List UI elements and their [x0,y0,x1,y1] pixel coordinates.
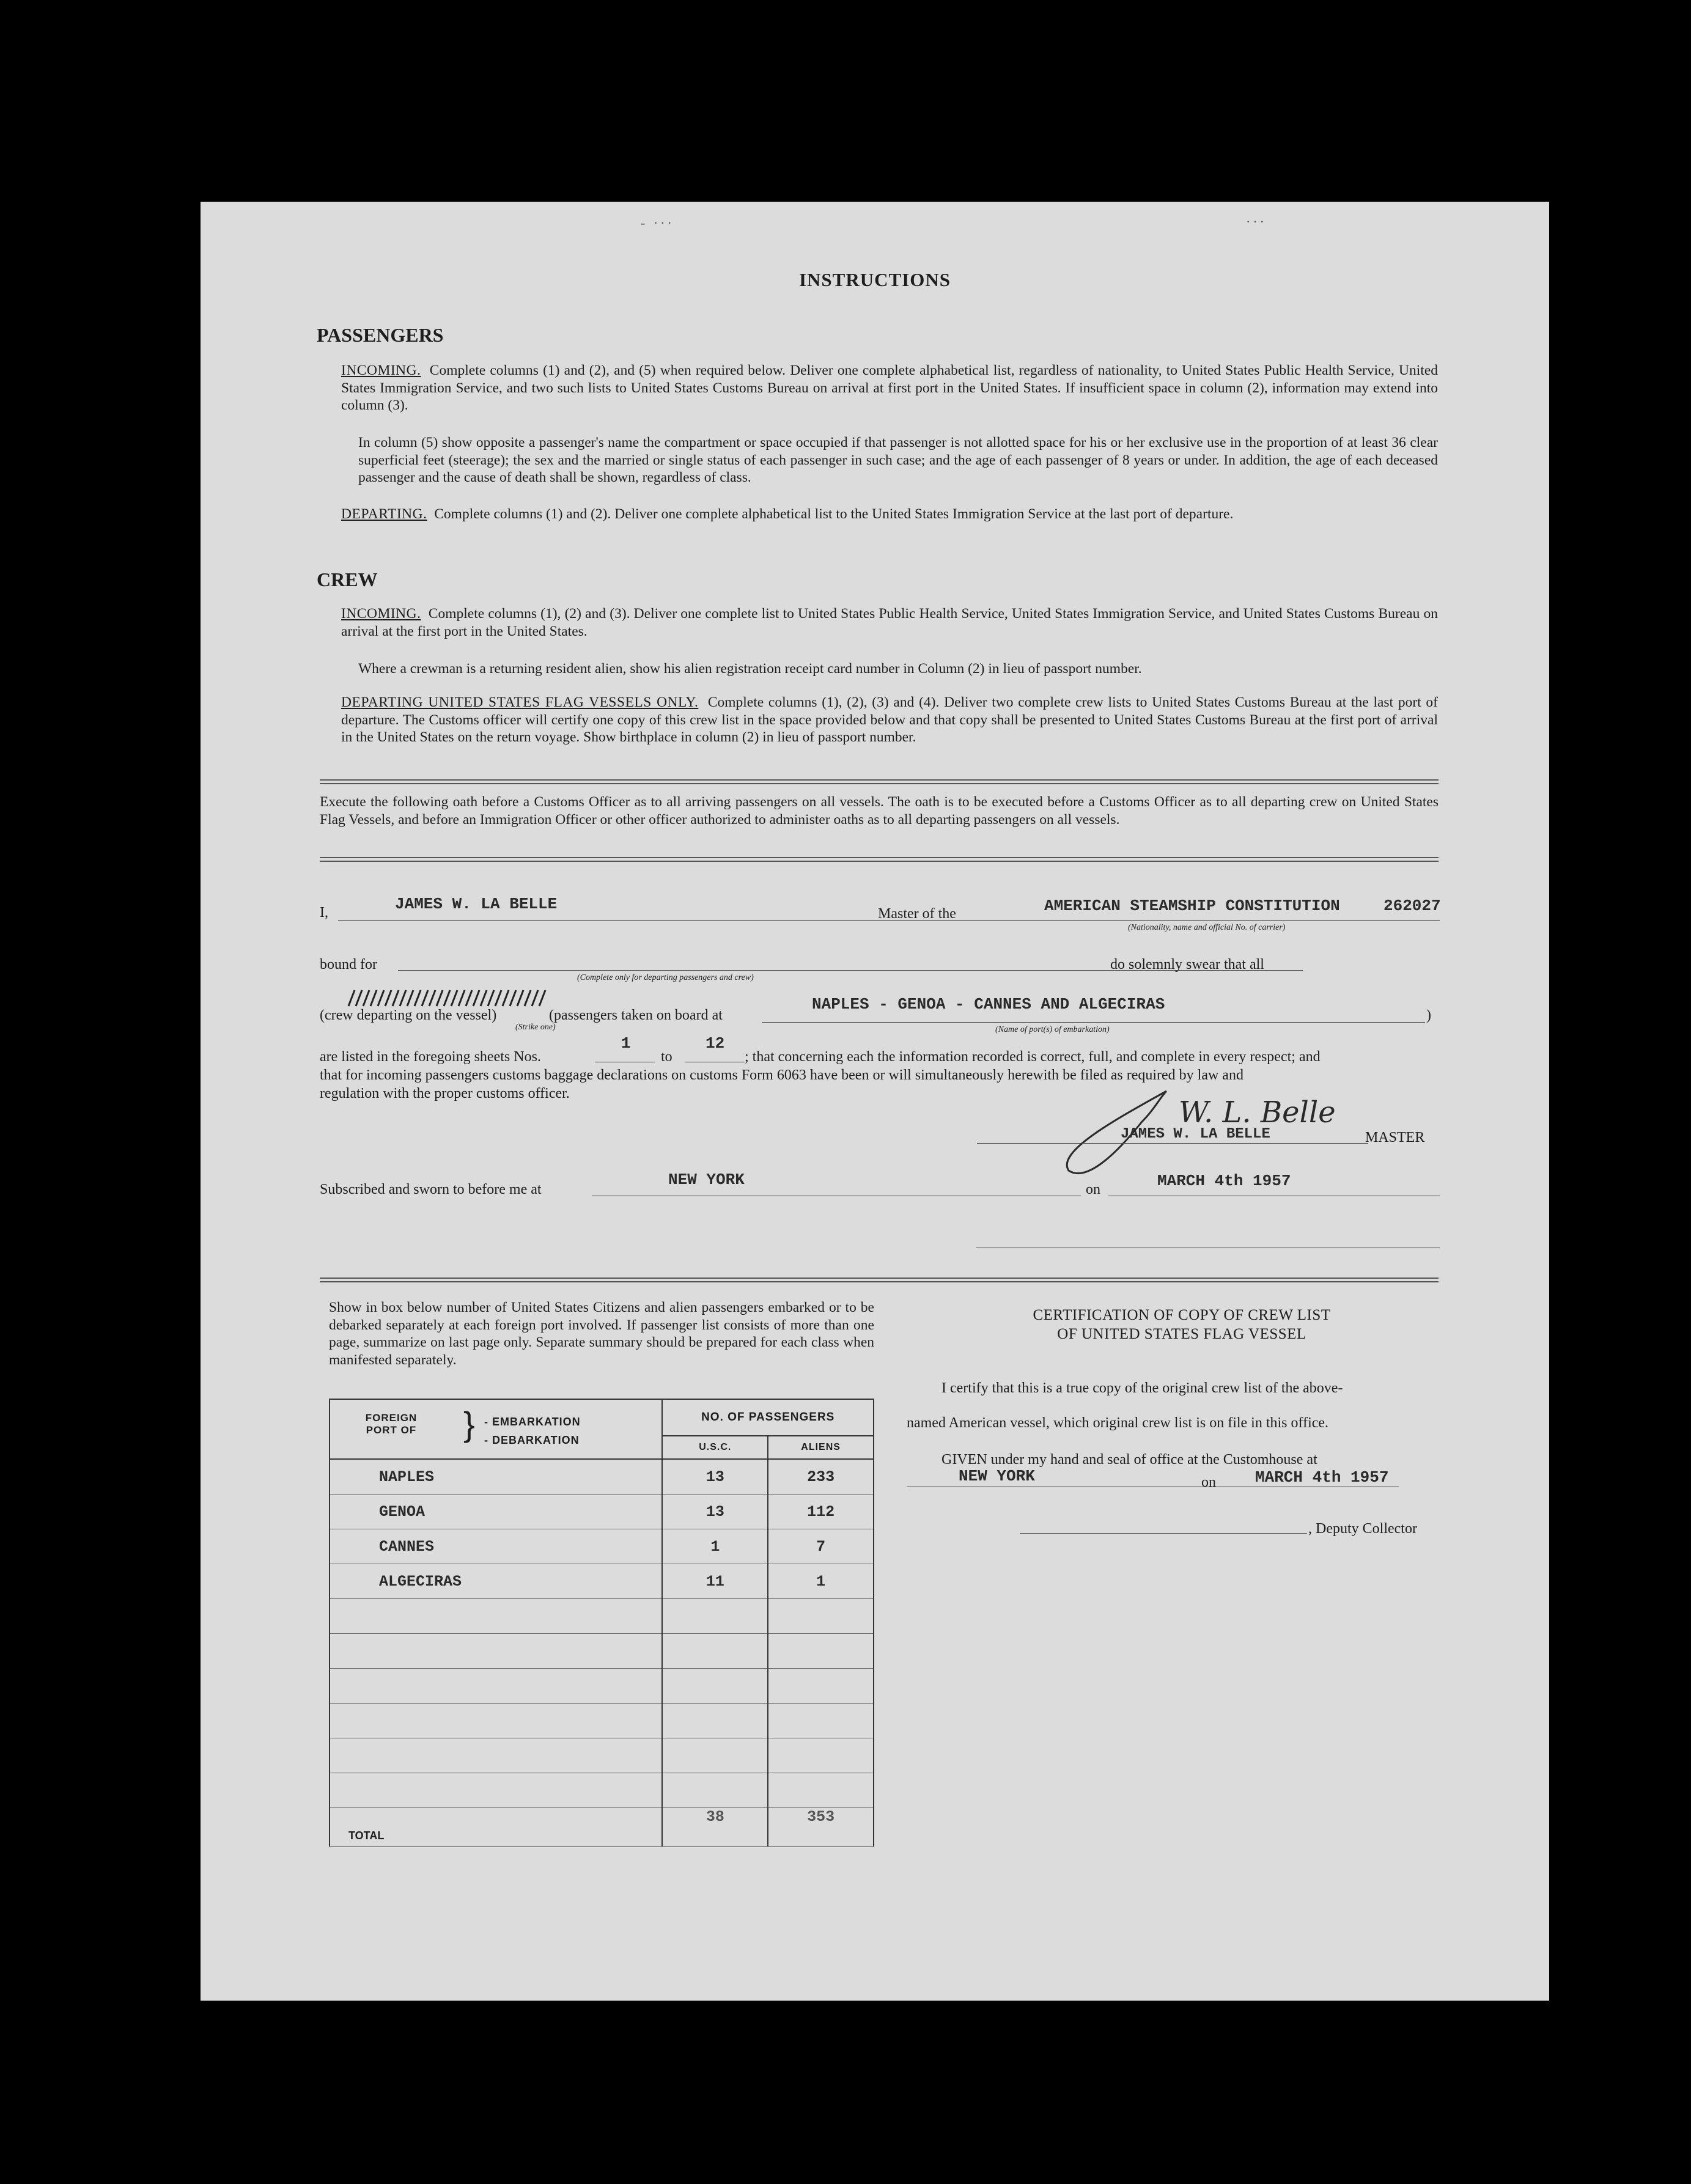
swear-text: do solemnly swear that all [1110,957,1264,973]
ports-caption: (Name of port(s) of embarkation) [995,1025,1110,1034]
departing-text: Complete columns (1) and (2). Deliver one complete alphabetical list to the United States Immigration Service at the last port of departure. [434,506,1234,522]
passenger-summary-table [329,1399,874,1847]
strike-out-hatching [346,989,551,1007]
certification-title-line-1: CERTIFICATION OF COPY OF CREW LIST [1033,1307,1331,1323]
scan-mark: ‐ ··· [641,215,674,230]
table-row [330,1634,874,1669]
total-aliens: 353 [768,1808,874,1847]
port-cell: GENOA [330,1495,662,1529]
table-row [330,1704,874,1738]
oath-intro-paragraph: Execute the following oath before a Customs Officer as to all arriving passengers on all vessels. The oath is to be executed before a Customs Officer as to all departing crew on United States Flag Vessels, and before an Immigration Officer or other officer authorized to administer oaths as to all departing passengers on all vessels. [320,794,1439,828]
resident-alien-paragraph: Where a crewman is a returning resident alien, show his alien registration receipt card number in Column (2) in lieu of passport number. [358,661,1142,677]
aliens-header: ALIENS [768,1436,874,1459]
listed-post: ; that concerning each the information recorded is correct, full, and complete in every respect; and [745,1049,1321,1065]
to-label: to [661,1049,672,1065]
table-row [330,1495,874,1529]
certify-line-3: GIVEN under my hand and seal of office at the Customhouse at [941,1452,1317,1468]
debarkation-label: - DEBARKATION [484,1434,580,1446]
master-signature: W. L. Belle [1179,1095,1336,1130]
deputy-line [1020,1533,1307,1534]
table-row [330,1599,874,1634]
certify-line-2: named American vessel, which original crew list is on file in this office. [907,1415,1329,1431]
usc-header: U.S.C. [662,1436,768,1459]
table-row [330,1529,874,1564]
double-rule [320,857,1439,862]
usc-cell: 13 [662,1495,768,1529]
summary-instructions: Show in box below number of United States Citizens and alien passengers embarked or to be debarked separately at each foreign port involved. If passenger list consists of more than one page, summarize on last page only. Separate summary should be prepared for each class when manifested separately. [329,1300,874,1368]
page-title: INSTRUCTIONS [798,269,951,290]
aliens-cell: 7 [768,1529,874,1564]
sheets-to: 12 [706,1034,725,1053]
port-cell: NAPLES [330,1459,662,1495]
port-header [330,1399,662,1459]
usc-cell: 13 [662,1459,768,1495]
total-label: TOTAL [330,1808,662,1847]
column5-paragraph: In column (5) show opposite a passenger's name the compartment or space occupied if that passenger is not allotted space for his or her exclusive use in the proportion of at least 36 clear superficial feet (steerage); the sex and the married or single status of each passenger in such case; and the age of each passenger of 8 years or under. In addition, the age of each deceased passenger and the cause of death shall be shown, regardless of class. [358,435,1438,485]
brace: } [463,1405,476,1443]
i-label: I, [320,905,328,921]
on-label: on [1086,1182,1100,1197]
passengers-heading: PASSENGERS [317,324,444,346]
certify-line-1: I certify that this is a true copy of the original crew list of the above- [941,1380,1343,1396]
crew-departing-paragraph [341,694,1438,746]
crew-incoming-paragraph [341,605,1438,640]
vessel-name: AMERICAN STEAMSHIP CONSTITUTION [1044,897,1340,915]
table-row [330,1459,874,1495]
embarkation-label: - EMBARKATION [484,1416,581,1428]
incoming-text: Complete columns (1) and (2), and (5) when required below. Deliver one complete alphabetical list, regardless of nationality, to United States Public Health Service, United States Immigration Service, and two such lists to United States Customs Bureau on arrival at first port in the United States. If insufficient space in column (2), information may extend into column (3). [341,362,1439,413]
bound-caption: (Complete only for departing passengers and crew) [577,973,754,982]
crew-incoming-label: INCOMING. [341,606,421,622]
double-rule [320,1278,1439,1282]
vessel-line [980,920,1440,921]
port-header-label: FOREIGN PORT OF [365,1412,418,1436]
certify-on-label: on [1201,1474,1216,1490]
aliens-cell: 112 [768,1495,874,1529]
vessel-caption: (Nationality, name and official No. of carrier) [1128,923,1286,932]
port-cell: ALGECIRAS [330,1564,662,1599]
signed-name: JAMES W. LA BELLE [1121,1126,1270,1142]
total-usc: 38 [662,1808,768,1847]
table-row [330,1773,874,1808]
master-of-label: Master of the [878,906,956,922]
table-row [330,1738,874,1773]
master-name: JAMES W. LA BELLE [395,895,558,913]
crew-departing-label: DEPARTING UNITED STATES FLAG VESSELS ONLY. [341,694,699,710]
table-row [330,1564,874,1599]
embarkation-ports: NAPLES - GENOA - CANNES AND ALGECIRAS [812,995,1165,1013]
aliens-cell: 1 [768,1564,874,1599]
certify-date: MARCH 4th 1957 [1255,1468,1389,1487]
double-rule [320,779,1439,784]
bound-for-label: bound for [320,957,377,973]
customhouse-place: NEW YORK [959,1467,1035,1485]
certification-title [922,1306,1442,1344]
passengers-departing-paragraph [341,506,1438,523]
regulation-line: regulation with the proper customs officer. [320,1086,570,1101]
port-cell: CANNES [330,1529,662,1564]
vessel-number: 262027 [1383,897,1441,915]
sworn-date: MARCH 4th 1957 [1157,1172,1291,1190]
usc-cell: 1 [662,1529,768,1564]
document-page [201,202,1549,2001]
incoming-label: INCOMING. [341,362,421,378]
passengers-incoming-paragraph [341,362,1438,414]
table-row [330,1669,874,1704]
deputy-collector-label: , Deputy Collector [1308,1521,1417,1537]
usc-cell: 11 [662,1564,768,1599]
passengers-taken-label: (passengers taken on board at [549,1007,723,1023]
crew-heading: CREW [317,568,378,590]
signature-line [977,1143,1368,1144]
close-paren: ) [1426,1007,1431,1023]
subscribed-label: Subscribed and sworn to before me at [320,1182,542,1197]
sworn-place: NEW YORK [668,1171,745,1189]
certification-title-line-2: OF UNITED STATES FLAG VESSEL [1057,1326,1306,1342]
aliens-cell: 233 [768,1459,874,1495]
passengers-count-header: NO. OF PASSENGERS [662,1399,874,1436]
total-row [330,1808,874,1847]
ports-line [762,1022,1425,1023]
crew-incoming-text: Complete columns (1), (2) and (3). Deliver one complete list to United States Public Health Service, United States Immigration Service, and United States Customs Bureau on arrival at the first port in the United States. [341,606,1438,639]
listed-pre: are listed in the foregoing sheets Nos. [320,1049,541,1065]
departing-label: DEPARTING. [341,506,427,522]
strike-caption: (Strike one) [515,1023,556,1032]
master-label: MASTER [1365,1130,1425,1145]
scan-mark: ··· [1246,214,1267,229]
sheets-from: 1 [621,1034,631,1053]
crew-departing-text: Complete columns (1), (2), (3) and (4). Deliver two complete crew lists to United States Customs Bureau at the last port of departure. The Customs officer will certify one copy of this crew list in the space provided below and that copy shall be presented to United States Customs Bureau at the first port of arrival in the United States on the return voyage. Show birthplace in column (2) in lieu of passport number. [341,694,1438,745]
customs-line: that for incoming passengers customs baggage declarations on customs Form 6063 have been or will simultaneously herewith be filed as required by law and [320,1067,1243,1083]
crew-departing-option: (crew departing on the vessel) [320,1007,497,1023]
